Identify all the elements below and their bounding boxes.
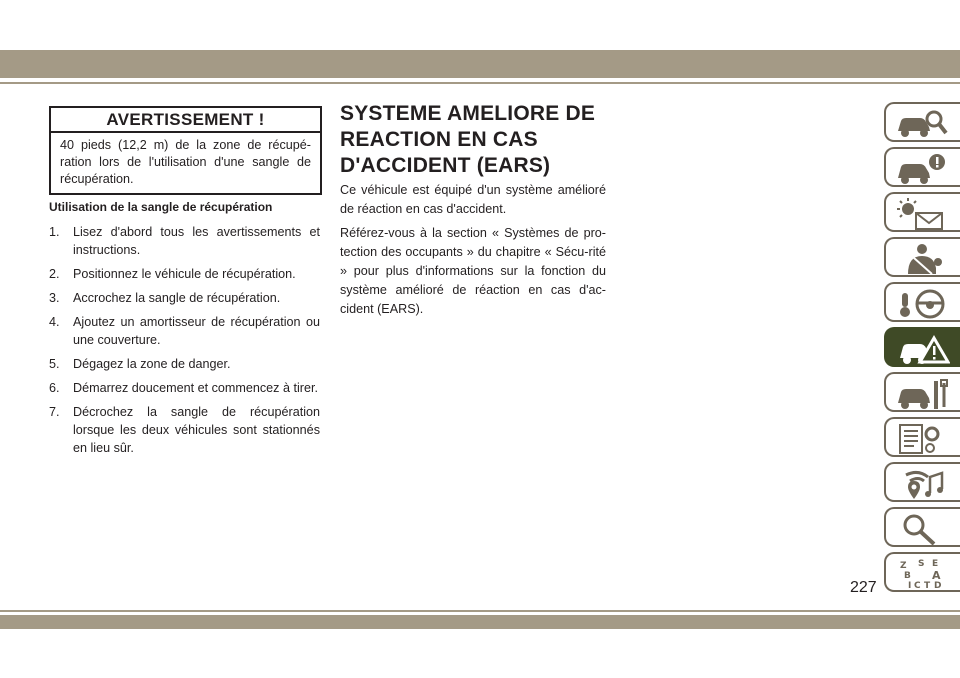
tab-occupant-safety[interactable] [884, 237, 960, 277]
page-number: 227 [850, 579, 877, 596]
header-band [0, 50, 960, 78]
emergency-hazard-icon [894, 332, 950, 366]
customer-assistance-icon [894, 512, 950, 546]
warning-title: AVERTISSEMENT ! [51, 108, 320, 133]
multimedia-icon [894, 467, 950, 501]
tab-starting-operating[interactable] [884, 282, 960, 322]
svg-text:D: D [934, 581, 942, 591]
section-title: SYSTEME AMELIORE DE REACTION EN CAS D'ACCIDENT (EARS) [340, 102, 596, 177]
warning-box [49, 106, 322, 195]
tab-customer-assistance[interactable] [884, 507, 960, 547]
occupant-safety-icon [894, 242, 950, 276]
step-text: Lisez d'abord tous les avertissements et instructions. [73, 225, 320, 257]
step-text: Décrochez la sangle de récupération lorsque les deux véhicules sont stationnés en lieu sûr. [73, 405, 320, 455]
svg-text:A: A [932, 569, 941, 582]
step-text: Accrochez la sangle de récupération. [73, 291, 281, 305]
svg-text:S: S [918, 559, 925, 569]
footer-rule [0, 610, 960, 612]
technical-specifications-icon [894, 422, 950, 456]
step-number: 1. [49, 225, 60, 239]
vehicle-search-icon [894, 107, 950, 141]
svg-text:T: T [924, 581, 931, 591]
step-text: Ajoutez un amortisseur de récupération ou une couverture. [73, 315, 320, 347]
svg-text:B: B [904, 571, 911, 581]
tab-emergency[interactable] [884, 327, 960, 367]
procedure-step [49, 313, 320, 349]
tab-vehicle-info[interactable] [884, 147, 960, 187]
procedure-step [49, 223, 320, 259]
step-number: 3. [49, 291, 60, 305]
tab-servicing-maintenance[interactable] [884, 372, 960, 412]
step-text: Dégagez la zone de danger. [73, 357, 231, 371]
svg-text:E: E [932, 559, 939, 569]
step-number: 5. [49, 357, 60, 371]
vehicle-info-icon [894, 152, 950, 186]
tab-warning-lights-messages[interactable] [884, 192, 960, 232]
section-paragraph-1: Ce véhicule est équipé d'un système amélioré de réaction en cas d'accident. [340, 183, 606, 216]
procedure-step [49, 289, 320, 307]
svg-text:Z: Z [900, 561, 907, 571]
tab-technical-specifications[interactable] [884, 417, 960, 457]
footer-band [0, 615, 960, 629]
procedure-step [49, 379, 320, 397]
warning-lights-message-icon [894, 197, 950, 231]
step-text: Démarrez doucement et commencez à tirer. [73, 381, 318, 395]
tab-index[interactable] [884, 552, 960, 592]
step-number: 6. [49, 381, 60, 395]
svg-text:I: I [908, 581, 912, 591]
step-text: Positionnez le véhicule de récupération. [73, 267, 296, 281]
procedure-heading: Utilisation de la sangle de récupération [49, 200, 273, 214]
servicing-maintenance-icon [894, 377, 950, 411]
step-number: 2. [49, 267, 60, 281]
tab-vehicle-search[interactable] [884, 102, 960, 142]
index-icon [894, 557, 950, 591]
warning-text: 40 pieds (12,2 m) de la zone de récupé-ration lors de l'utilisation d'une sangle de récupération. [60, 138, 311, 186]
procedure-step [49, 265, 320, 283]
step-number: 4. [49, 315, 60, 329]
section-paragraph-2: Référez-vous à la section « Systèmes de pro-tection des occupants » du chapitre « Sécu-rité » pour plus d'informations sur la fonction du système amélioré de réaction en cas d'ac-cident (EARS). [340, 226, 606, 316]
procedure-step [49, 403, 320, 457]
svg-text:C: C [914, 581, 921, 591]
header-rule [0, 82, 960, 84]
step-number: 7. [49, 405, 60, 419]
procedure-step [49, 355, 320, 373]
tab-multimedia[interactable] [884, 462, 960, 502]
starting-operating-icon [894, 287, 950, 321]
procedure-steps [49, 223, 320, 463]
